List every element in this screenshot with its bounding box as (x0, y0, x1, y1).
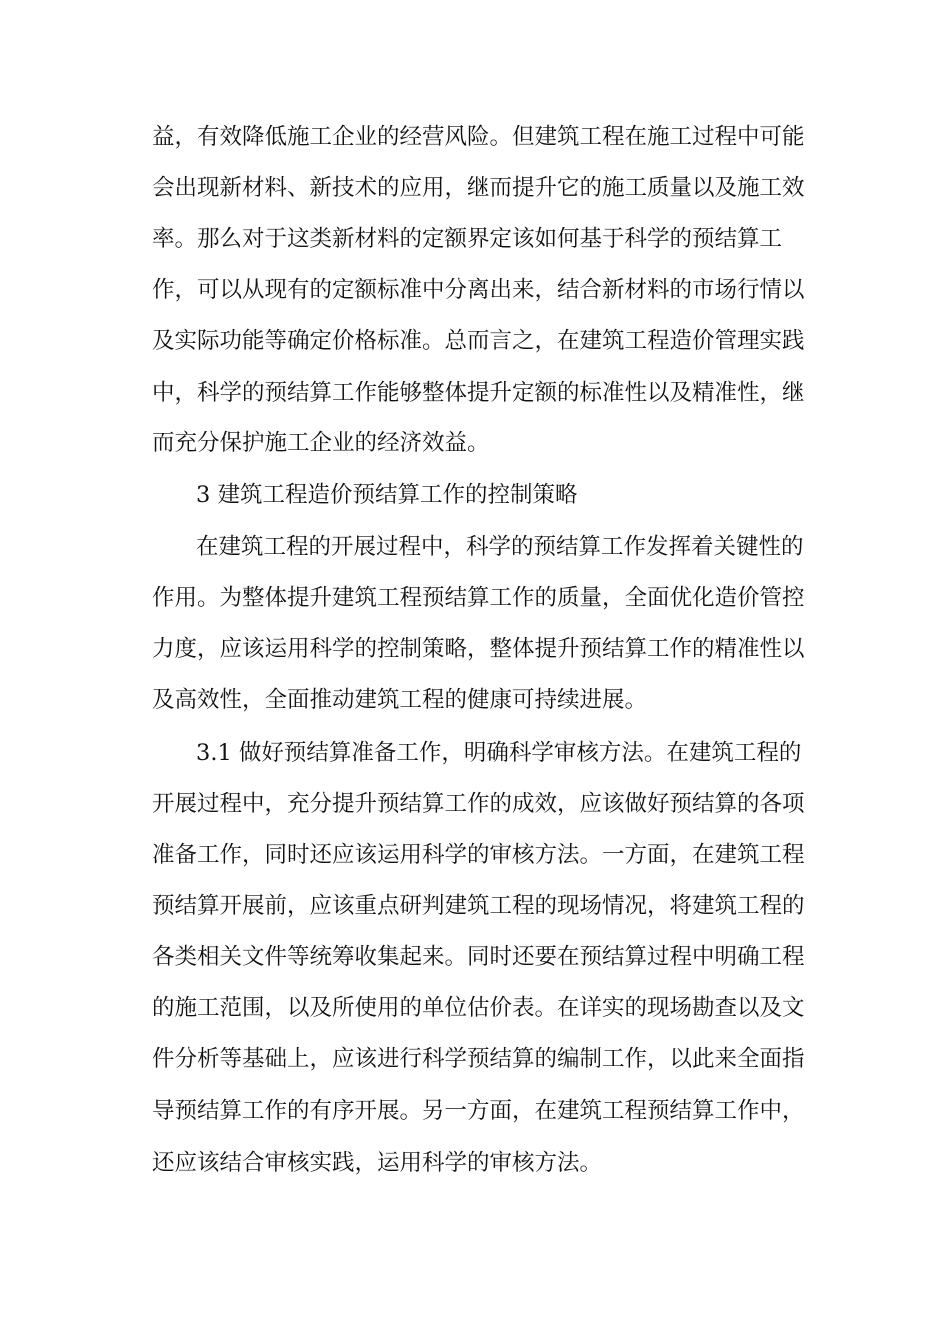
paragraph-line: 作，可以从现有的定额标准中分离出来，结合新材料的市场行情以 (152, 277, 805, 303)
section-heading: 3 建筑工程造价预结算工作的控制策略 (196, 482, 578, 508)
paragraph-line: 导预结算工作的有序开展。另一方面，在建筑工程预结算工作中， (152, 1098, 805, 1124)
paragraph-line: 的施工范围，以及所使用的单位估价表。在详实的现场勘查以及文 (152, 995, 805, 1021)
paragraph-line: 预结算开展前，应该重点研判建筑工程的现场情况，将建筑工程的 (152, 893, 805, 919)
paragraph-line: 会出现新材料、新技术的应用，继而提升它的施工质量以及施工效 (152, 175, 805, 201)
paragraph-line: 开展过程中，充分提升预结算工作的成效，应该做好预结算的各项 (152, 791, 805, 817)
paragraph-line: 及实际功能等确定价格标准。总而言之，在建筑工程造价管理实践 (152, 328, 805, 354)
paragraph-line: 件分析等基础上，应该进行科学预结算的编制工作，以此来全面指 (152, 1046, 805, 1072)
paragraph-line: 各类相关文件等统筹收集起来。同时还要在预结算过程中明确工程 (152, 944, 805, 970)
paragraph-line: 中，科学的预结算工作能够整体提升定额的标准性以及精准性，继 (152, 380, 805, 406)
paragraph-line: 而充分保护施工企业的经济效益。 (152, 430, 490, 456)
paragraph-line: 在建筑工程的开展过程中，科学的预结算工作发挥着关键性的 (196, 534, 804, 560)
paragraph-line: 作用。为整体提升建筑工程预结算工作的质量，全面优化造价管控 (152, 585, 805, 611)
paragraph-line: 力度，应该运用科学的控制策略，整体提升预结算工作的精准性以 (152, 636, 805, 662)
paragraph-line: 率。那么对于这类新材料的定额界定该如何基于科学的预结算工 (152, 226, 783, 252)
paragraph-line: 益，有效降低施工企业的经营风险。但建筑工程在施工过程中可能 (152, 124, 805, 150)
subsection-line: 3.1 做好预结算准备工作，明确科学审核方法。在建筑工程的 (196, 740, 802, 766)
paragraph-line: 还应该结合审核实践，运用科学的审核方法。 (152, 1150, 603, 1176)
paragraph-line: 准备工作，同时还应该运用科学的审核方法。一方面，在建筑工程 (152, 842, 805, 868)
paragraph-line: 及高效性，全面推动建筑工程的健康可持续进展。 (152, 687, 648, 713)
